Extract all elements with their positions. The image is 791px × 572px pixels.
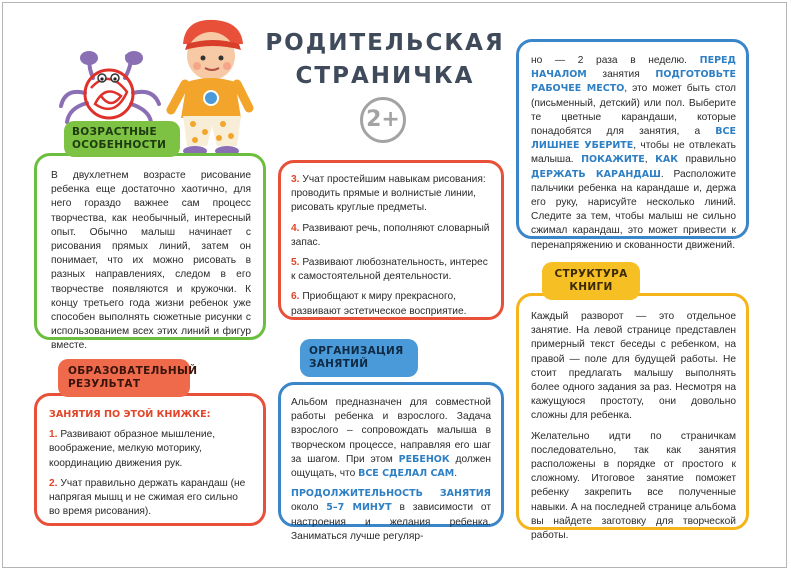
cont-highlight-hold-pencil: ДЕРЖАТЬ КАРАНДАШ [531, 168, 661, 180]
cont-text-3: , это может быть стол (письменный, детский) или пол. Выберите те цветные карандаши, которые понадобятся для занятия, а [531, 83, 736, 138]
age-features-text: В двухлетнем возрасте рисование ребенка еще достаточно хаотично, для него гораздо важнее сам процесс творчества, как необычный, интересный опыт. Обычно малыш начинает с рисования прямых линий, затем он понимает, что их можно рисовать в разных направлениях, следом в его творчестве появляются и кружочки. К концу третьего года жизни ребенок уже способен выполнять сюжетные рисунки с использованием всех этих линий и фигур вместе. [51, 170, 251, 352]
edu-item-2 [49, 477, 251, 520]
structure-paragraph-2: Желательно идти по страничкам последовательно, так как занятия расположены в порядке от простого к сложному. Итоговое занятие поможет ребенку закрепить все полученные навыки. А на последней странице альбома вы найдете заготовку для творческой работы. [531, 430, 736, 542]
skills-box [278, 160, 504, 320]
cont-text-7: . Расположите пальчики ребенка на карандаше и, держа его руку, нарисуйте несколько линий. Следите за тем, чтобы малыш не сильно сжимал карандаш, это может привести к перенапряжению и скованности движений. [531, 168, 736, 251]
skills-item-6-text: Приобщают к миру прекрасного, развивают эстетическое восприятие. [291, 291, 467, 317]
edu-subheading: ЗАНЯТИЯ ПО ЭТОЙ КНИЖКЕ: [49, 409, 211, 420]
skills-item-4 [291, 222, 491, 250]
cont-text-2: занятия [586, 69, 656, 81]
skills-item-6-num: 6. [291, 291, 300, 303]
skills-item-5-num: 5. [291, 257, 300, 269]
continued-box [516, 39, 749, 251]
edu-result-label: ОБРАЗОВАТЕЛЬНЫЙ РЕЗУЛЬТАТ [58, 359, 190, 397]
age-badge: 2+ [360, 97, 406, 143]
organization-paragraph-2 [291, 487, 491, 544]
age-features-label: ВОЗРАСТНЫЕ ОСОБЕННОСТИ [64, 121, 180, 157]
org-p2-text-a: около [291, 502, 327, 514]
skills-item-3 [291, 173, 491, 216]
skills-item-5 [291, 256, 491, 284]
cont-text-1: но — 2 раза в неделю. [531, 55, 700, 66]
structure-box [516, 293, 749, 542]
cont-highlight-show: ПОКАЖИТЕ [581, 154, 645, 166]
edu-item-1 [49, 428, 251, 471]
org-p1-text-c: . [454, 468, 458, 480]
structure-paragraph-1: Каждый разворот — это отдельное занятие. На левой странице представлен примерный текст беседы с ребенком, на правой — поле для будущей работы. Не стоит предлагать малышу выполнять более одного задания за раз. Несмотря на кажущуюся простоту, они довольно сложны для ребенка. [531, 311, 736, 422]
org-p1-highlight-did-all: ВСЕ СДЕЛАЛ САМ [358, 468, 455, 480]
edu-item-2-num: 2. [49, 477, 58, 489]
crab-illustration [55, 48, 165, 128]
org-p2-highlight-duration: ПРОДОЛЖИТЕЛЬНОСТЬ ЗАНЯТИЯ [291, 488, 491, 500]
skills-item-5-text: Развивают любознательность, интерес к самостоятельной деятельности. [291, 257, 488, 283]
skills-item-4-num: 4. [291, 222, 300, 234]
cont-highlight-how: КАК [655, 154, 679, 166]
cont-highlight-before-start: ПЕРЕД НАЧАЛОМ [531, 55, 736, 81]
page-title-line2: СТРАНИЧКА [295, 63, 475, 89]
organization-paragraph-1 [291, 396, 491, 481]
skills-item-4-text: Развивают речь, пополняют словарный запас. [291, 222, 490, 248]
skills-item-3-text: Учат простейшим навыкам рисования: проводить прямые и волнистые линии, рисовать круглые предметы. [291, 174, 486, 214]
cont-text-6: правильно [678, 154, 736, 166]
edu-result-box [34, 393, 266, 526]
cont-text-5: , [644, 154, 656, 166]
org-p1-text-a: Альбом предназначен для совместной работы ребенка и взрослого. Задача взрослого – сопровождать малыша в творческом процессе, направляя его шаг за шагом. При этом [291, 397, 491, 465]
org-p1-highlight-child: РЕБЕНОК [398, 453, 450, 465]
skills-item-6 [291, 290, 491, 318]
org-p2-highlight-minutes: 5–7 МИНУТ [326, 502, 392, 514]
cont-highlight-prepare-place: ПОДГОТОВЬТЕ РАБОЧЕЕ МЕСТО [531, 69, 736, 95]
edu-item-1-text: Развивают образное мышление, воображение, мелкую моторику, координацию движения рук. [49, 429, 216, 469]
cont-highlight-remove-extra: ВСЕ ЛИШНЕЕ УБЕРИТЕ [531, 126, 736, 152]
skills-item-3-num: 3. [291, 174, 300, 185]
age-features-box [34, 153, 266, 352]
organization-box [278, 382, 504, 542]
structure-label: СТРУКТУРА КНИГИ [542, 262, 640, 300]
cont-text-4: , чтобы не отвлекать малыша. [531, 140, 736, 166]
edu-item-2-text: Учат правильно держать карандаш (не напрягая мышц и не сжимая его сильно во время рисования). [49, 477, 246, 518]
continued-paragraph [531, 54, 736, 253]
edu-item-1-num: 1. [49, 429, 58, 441]
org-p1-text-b: должен ощущать, что [291, 453, 491, 480]
org-p2-text-b: в зависимости от настроения и желания ребенка. Заниматься лучше регуляр- [291, 502, 492, 542]
page-title-line1: РОДИТЕЛЬСКАЯ [265, 30, 505, 56]
organization-label: ОРГАНИЗАЦИЯ ЗАНЯТИЙ [300, 339, 418, 377]
